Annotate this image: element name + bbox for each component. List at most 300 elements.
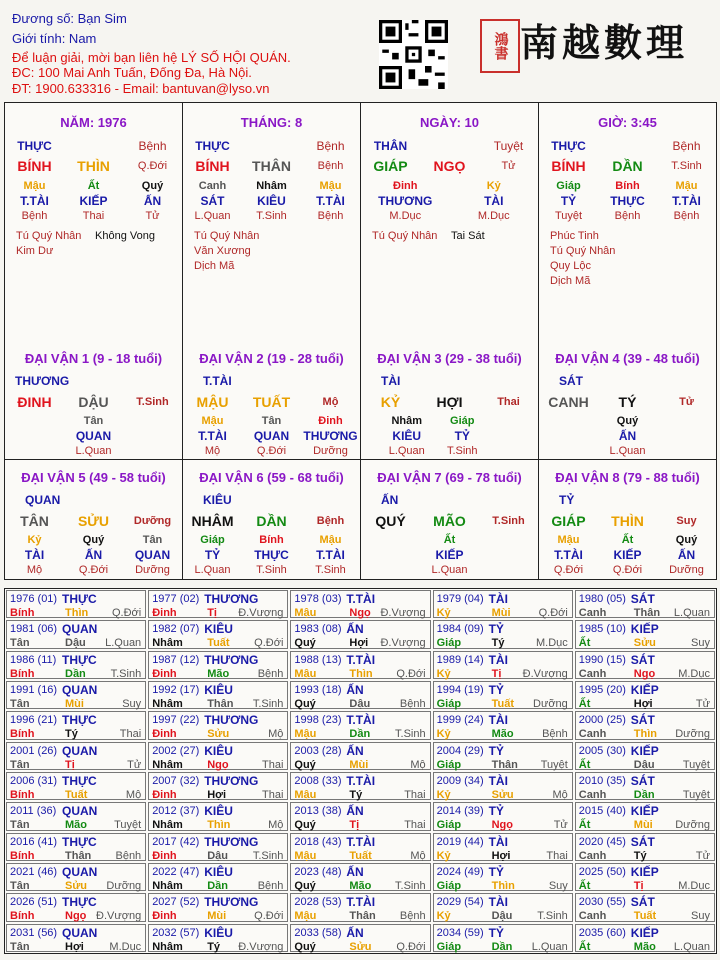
year-status: Suy: [691, 910, 710, 923]
pillar-star: THÂN: [373, 139, 408, 153]
year-stem: Đinh: [152, 910, 177, 923]
year-star: T.TÀI: [346, 652, 376, 667]
year-cell: [290, 893, 430, 921]
year-cell: [6, 924, 146, 952]
year-stem: Ất: [578, 698, 591, 710]
year-stem: Canh: [578, 728, 607, 741]
hidden-stem: Giáp: [556, 180, 581, 192]
pillar-stem-row: [539, 158, 716, 174]
year-stem: Mậu: [294, 728, 317, 741]
year-cell: [6, 833, 146, 861]
year-branch: Dậu: [633, 758, 655, 771]
year-star: QUAN: [62, 804, 98, 819]
hidden-status: L.Quan: [194, 210, 231, 222]
year-cell: [148, 590, 288, 618]
year-cell: [148, 711, 288, 739]
hidden-stems-row: [5, 534, 182, 546]
year-branch: Dậu: [349, 698, 371, 710]
year-stem: Mậu: [294, 667, 317, 680]
pillar-status: Bệnh: [316, 139, 345, 153]
hidden-stem: Mậu: [23, 180, 46, 192]
year-branch: Tị: [207, 607, 217, 619]
pillar-stem-row: [5, 158, 182, 174]
year-label: 2002 (27): [152, 744, 200, 757]
hidden-status: Dưỡng: [313, 445, 348, 457]
hidden-stems-row: [539, 534, 716, 546]
year-status: L.Quan: [673, 940, 710, 953]
hidden-star: THỰC: [610, 194, 645, 208]
year-cell: [433, 711, 573, 739]
year-branch: Thân: [491, 758, 518, 771]
year-stem: Canh: [578, 849, 607, 862]
year-status: Thai: [119, 728, 142, 741]
dai-van-title: ĐẠI VẬN 3 (29 - 38 tuổi): [377, 351, 522, 366]
note-item: Văn Xương: [194, 245, 251, 257]
year-star: TỶ: [488, 622, 504, 637]
year-label: 1993 (18): [294, 684, 342, 696]
year-label: 1995 (20): [578, 684, 626, 696]
year-branch: Ngọ: [65, 910, 87, 923]
year-status: Tử: [695, 849, 710, 862]
hidden-stem: Bính: [615, 180, 640, 192]
year-cell: [148, 772, 288, 800]
hidden-status-row: [421, 564, 478, 576]
qr-code-icon: [379, 20, 448, 89]
hidden-stem: Quý: [616, 415, 639, 427]
year-stem: Kỷ: [436, 728, 451, 741]
year-status: Tuyệt: [540, 758, 568, 771]
hidden-star: THƯƠNG: [303, 429, 358, 443]
hidden-star: KIẾP: [79, 194, 108, 208]
year-stem: Bính: [10, 607, 35, 619]
owner-name: Đương số: Bạn Sim: [12, 11, 127, 26]
year-branch: Mão: [633, 940, 656, 953]
hidden-star: T.TÀI: [316, 194, 345, 208]
dai-van-status: Dưỡng: [133, 515, 172, 527]
year-branch: Tị: [349, 819, 360, 832]
hidden-status-row: [599, 445, 656, 457]
year-star: QUAN: [62, 683, 98, 697]
hidden-status: L.Quan: [388, 445, 425, 457]
year-label: 2018 (43): [294, 835, 342, 848]
note-item: Không Vong: [95, 230, 155, 242]
year-status: Dưỡng: [675, 819, 710, 832]
dai-van-star: SÁT: [559, 374, 583, 388]
year-branch: Thìn: [491, 880, 515, 892]
year-star: TÀI: [488, 895, 508, 910]
heavenly-stem: QUÝ: [375, 513, 406, 529]
hidden-stems-row: [183, 415, 360, 427]
year-stem: Đinh: [152, 607, 177, 619]
year-label: 1997 (22): [152, 714, 200, 727]
pillar-notes: [16, 229, 81, 259]
heavenly-stem: GIÁP: [551, 513, 586, 529]
year-branch: Tuất: [349, 849, 372, 862]
hidden-stems-row: [361, 180, 538, 192]
dai-van-star: T.TÀI: [203, 374, 232, 388]
year-cell: [575, 893, 715, 921]
year-branch: Mùi: [491, 607, 511, 619]
year-star: KIÊU: [204, 804, 233, 819]
year-label: 1989 (14): [436, 653, 484, 666]
year-stem: Giáp: [436, 880, 462, 892]
year-status: Dưỡng: [533, 698, 568, 710]
year-status: Tử: [695, 698, 710, 710]
year-label: 1990 (15): [578, 653, 626, 666]
year-label: 2000 (25): [578, 714, 626, 727]
year-label: 2015 (40): [578, 805, 626, 818]
year-star: KIÊU: [204, 683, 233, 697]
year-stem: Tân: [10, 940, 30, 953]
pillar-title: NĂM: 1976: [60, 115, 127, 130]
dai-van-title: ĐẠI VẬN 7 (69 - 78 tuổi): [377, 470, 522, 485]
year-status: Dưỡng: [106, 880, 142, 892]
year-status: Bệnh: [399, 698, 426, 710]
year-cell: [148, 833, 288, 861]
year-stem: Quý: [294, 819, 316, 832]
year-label: 1994 (19): [436, 684, 484, 696]
year-cell: [290, 651, 430, 679]
hidden-stem: Tân: [261, 415, 282, 427]
note-item: Tú Quý Nhân: [194, 230, 260, 242]
pillar-status: Bệnh: [672, 139, 701, 153]
year-branch: Sửu: [207, 728, 230, 741]
dai-van-status: T.Sinh: [492, 515, 525, 527]
year-star: THỰC: [62, 592, 97, 606]
year-status: Tuyệt: [114, 819, 142, 832]
year-branch: Tị: [633, 880, 644, 892]
hidden-stars-row: [5, 194, 182, 208]
year-status: T.Sinh: [537, 910, 568, 923]
hidden-status-row: [539, 564, 716, 576]
year-branch: Tuất: [491, 698, 514, 710]
year-branch: Thân: [65, 849, 92, 862]
year-stem: Ất: [578, 758, 591, 771]
year-stem: Ất: [578, 880, 591, 892]
hidden-star: QUAN: [134, 548, 171, 562]
year-status: Tử: [553, 819, 568, 832]
pillar-extra: Bệnh: [317, 160, 344, 172]
year-branch: Hợi: [633, 698, 653, 710]
hidden-star: ẤN: [84, 548, 103, 562]
year-status: Bệnh: [257, 667, 284, 680]
hidden-status-row: [379, 445, 490, 457]
hidden-stem: Đinh: [393, 180, 418, 192]
dai-van-4: [538, 341, 717, 460]
year-stem: Kỷ: [436, 667, 451, 680]
hidden-stems-row: [599, 415, 656, 427]
hidden-star: ẤN: [618, 429, 637, 443]
year-cell: [148, 681, 288, 709]
hidden-status-row: [361, 210, 538, 222]
year-cell: [290, 742, 430, 770]
pillar-notes: [550, 229, 615, 289]
year-stem: Giáp: [436, 758, 462, 771]
year-stem: Ất: [578, 637, 591, 650]
year-status: Suy: [122, 698, 142, 710]
hidden-stem: Nhâm: [391, 415, 423, 427]
note-item: Phúc Tinh: [550, 230, 599, 242]
heavenly-stem: BÍNH: [551, 158, 586, 174]
year-stem: Bính: [10, 789, 35, 801]
earthly-branch: NGỌ: [433, 158, 466, 174]
year-status: Bệnh: [257, 880, 284, 892]
hidden-stem: Tân: [83, 415, 104, 427]
year-star: TÀI: [488, 713, 508, 728]
year-status: T.Sinh: [252, 849, 284, 862]
year-label: 1977 (02): [152, 593, 200, 605]
year-star: T.TÀI: [346, 592, 376, 606]
year-status: Q.Đới: [254, 910, 284, 923]
year-branch: Mão: [491, 728, 514, 741]
year-label: 1986 (11): [10, 653, 57, 666]
dai-van-pillar-row: [5, 513, 182, 529]
year-stem: Nhâm: [152, 940, 183, 953]
year-cell: [433, 590, 573, 618]
hidden-stem: Canh: [198, 180, 227, 192]
year-branch: Mão: [65, 819, 87, 832]
hidden-stem: Đinh: [318, 415, 343, 427]
year-stem: Giáp: [436, 819, 462, 832]
year-branch: Dần: [65, 667, 86, 680]
hidden-star: TỶ: [560, 194, 577, 208]
earthly-branch: SỬU: [77, 513, 110, 529]
year-cell: [575, 863, 715, 891]
year-star: ẤN: [346, 925, 364, 940]
pillar-star: THỰC: [551, 139, 586, 153]
year-cell: [575, 802, 715, 830]
year-star: ẤN: [346, 804, 364, 819]
year-star: THƯƠNG: [204, 834, 259, 849]
year-status: Thai: [261, 758, 284, 771]
heavenly-stem: BÍNH: [195, 158, 230, 174]
hidden-stem: Ất: [621, 534, 634, 546]
year-label: 2028 (53): [294, 896, 342, 909]
year-status: Q.Đới: [396, 667, 426, 680]
year-label: 2013 (38): [294, 805, 342, 818]
year-status: Mộ: [410, 758, 426, 771]
year-star: ẤN: [346, 743, 364, 758]
year-star: THỰC: [62, 713, 97, 728]
year-status: Mộ: [552, 789, 568, 801]
year-branch: Hợi: [207, 789, 227, 801]
hidden-stars-row: [599, 429, 656, 443]
year-stem: Canh: [578, 607, 607, 619]
year-cell: [290, 833, 430, 861]
dai-van-status: T.Sinh: [136, 396, 169, 408]
year-label: 2009 (34): [436, 775, 484, 787]
year-branch: Dậu: [207, 849, 228, 862]
hidden-star: T.TÀI: [20, 194, 49, 208]
year-star: TÀI: [488, 774, 508, 788]
note-item: Kim Dư: [16, 245, 54, 257]
year-cell: [575, 620, 715, 648]
dai-van-5: [4, 460, 183, 580]
note-item: Dịch Mã: [194, 260, 235, 272]
year-star: THỰC: [62, 834, 97, 849]
year-branch: Mùi: [65, 698, 84, 710]
pillar-extra: Q.Đới: [137, 160, 168, 172]
year-status: Dưỡng: [675, 728, 710, 741]
year-cell: [575, 590, 715, 618]
year-branch: Thân: [633, 607, 661, 619]
year-star: SÁT: [630, 895, 655, 910]
year-stem: Canh: [578, 910, 607, 923]
year-branch: Dần: [491, 940, 513, 953]
year-cell: [575, 651, 715, 679]
pillar-2: [183, 103, 361, 342]
year-star: SÁT: [630, 713, 655, 728]
year-stem: Mậu: [294, 607, 317, 619]
year-star: SÁT: [630, 834, 655, 849]
year-star: KIẾP: [630, 925, 659, 940]
year-stem: Tân: [10, 637, 30, 650]
hidden-status: Mộ: [204, 445, 221, 457]
year-status: Suy: [691, 637, 710, 650]
year-cell: [148, 620, 288, 648]
hidden-star: TỶ: [204, 548, 221, 562]
year-stem: Tân: [10, 819, 30, 832]
year-branch: Ngọ: [491, 819, 513, 832]
year-star: T.TÀI: [346, 713, 376, 728]
year-star: SÁT: [630, 592, 655, 606]
hidden-stems-row: [5, 180, 182, 192]
year-stem: Tân: [10, 758, 30, 771]
year-cell: [290, 711, 430, 739]
year-cell: [290, 590, 430, 618]
year-cell: [6, 681, 146, 709]
hidden-status: Tử: [145, 210, 160, 222]
hidden-stars-row: [421, 548, 478, 562]
year-stem: Nhâm: [152, 819, 183, 832]
year-status: Đ.Vượng: [380, 607, 426, 619]
year-cell: [6, 742, 146, 770]
year-branch: Sửu: [349, 940, 372, 953]
year-status: L.Quan: [531, 940, 568, 953]
year-stem: Bính: [10, 667, 35, 680]
dai-van-pillar-row: [183, 513, 360, 529]
year-star: ẤN: [346, 622, 364, 637]
pillar-title: GIỜ: 3:45: [598, 115, 657, 130]
year-branch: Sửu: [65, 880, 88, 892]
hidden-status: Q.Đới: [78, 564, 109, 576]
hidden-stems-row: [379, 415, 490, 427]
year-status: M.Dục: [678, 667, 710, 680]
year-branch: Thìn: [349, 667, 373, 680]
hidden-status-row: [183, 564, 360, 576]
hidden-stem: Mậu: [557, 534, 580, 546]
earthly-branch: MÃO: [433, 513, 466, 529]
pillar-status: Bệnh: [138, 139, 167, 153]
year-status: Đ.Vượng: [522, 667, 568, 680]
year-label: 2008 (33): [294, 775, 342, 787]
year-star: TỶ: [488, 925, 504, 940]
pillar-extra: Tử: [501, 160, 516, 172]
year-label: 2007 (32): [152, 775, 200, 787]
year-status: Bệnh: [115, 849, 142, 862]
earthly-branch: THÌN: [77, 158, 110, 174]
hidden-star: SÁT: [200, 194, 225, 208]
year-cell: [290, 620, 430, 648]
year-branch: Dậu: [491, 910, 513, 923]
gender: Giới tính: Nam: [12, 31, 97, 46]
year-cell: [148, 802, 288, 830]
year-star: THỰC: [62, 652, 97, 667]
year-star: THƯƠNG: [204, 592, 259, 606]
year-label: 1992 (17): [152, 684, 200, 696]
year-status: Mộ: [268, 728, 284, 741]
year-status: Tử: [127, 758, 142, 771]
year-star: TÀI: [488, 834, 508, 849]
hidden-stems-row: [183, 534, 360, 546]
year-label: 2035 (60): [578, 926, 626, 939]
year-star: TÀI: [488, 592, 508, 606]
year-stem: Quý: [294, 758, 316, 771]
year-branch: Thân: [207, 698, 234, 710]
hidden-stem: Quý: [141, 180, 164, 192]
year-label: 2030 (55): [578, 896, 626, 909]
heavenly-stem: NHÂM: [191, 513, 234, 529]
dai-van-star: TÀI: [381, 374, 401, 388]
year-stem: Kỷ: [436, 607, 451, 619]
hidden-stem: Mậu: [319, 180, 342, 192]
year-star: KIÊU: [204, 925, 233, 940]
heavenly-stem: GIÁP: [373, 158, 408, 174]
hidden-status-row: [183, 445, 360, 457]
seal-text: 鴻書: [492, 32, 509, 60]
hidden-status: L.Quan: [431, 564, 468, 576]
dai-van-pillar-row: [539, 394, 716, 410]
year-label: 2021 (46): [10, 866, 58, 878]
year-label: 1982 (07): [152, 623, 200, 636]
year-label: 1999 (24): [436, 714, 484, 727]
year-star: TỶ: [488, 804, 504, 819]
pillar-star-row: [5, 139, 182, 153]
year-cell: [433, 742, 573, 770]
year-label: 1991 (16): [10, 684, 58, 696]
dai-van-title: ĐẠI VẬN 6 (59 - 68 tuổi): [199, 470, 344, 485]
hidden-stars-row: [539, 548, 716, 562]
year-stem: Giáp: [436, 940, 462, 953]
year-stem: Đinh: [152, 789, 177, 801]
hidden-star: KIẾP: [435, 548, 464, 562]
year-star: SÁT: [630, 652, 655, 667]
year-stem: Nhâm: [152, 758, 183, 771]
year-label: 1978 (03): [294, 593, 342, 605]
pillar-notes: [194, 229, 259, 274]
year-status: Thai: [404, 819, 426, 832]
year-branch: Hợi: [491, 849, 511, 862]
year-branch: Ngọ: [633, 667, 656, 680]
year-star: ẤN: [346, 683, 364, 697]
dai-van-1: [4, 341, 183, 460]
year-label: 2025 (50): [578, 866, 626, 878]
year-cell: [6, 651, 146, 679]
year-branch: Tý: [207, 940, 221, 953]
year-stem: Ất: [578, 819, 591, 832]
dai-van-star: KIÊU: [203, 493, 232, 507]
year-star: KIÊU: [204, 622, 233, 637]
year-cell: [6, 620, 146, 648]
year-status: M.Dục: [536, 637, 568, 650]
year-star: KIẾP: [630, 683, 659, 697]
year-status: T.Sinh: [252, 698, 284, 710]
pillar-title: THÁNG: 8: [240, 115, 303, 130]
heavenly-stem: ĐINH: [17, 394, 52, 410]
year-cell: [433, 833, 573, 861]
year-stem: Bính: [10, 728, 35, 741]
year-status: Đ.Vượng: [238, 607, 284, 619]
